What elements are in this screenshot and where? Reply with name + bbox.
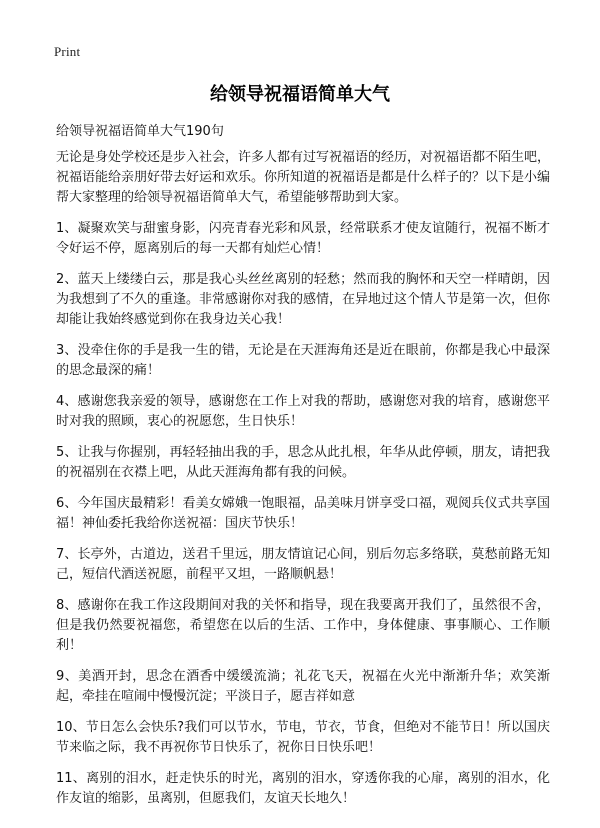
blessing-item: 7、长亭外，古道边，送君千里远，朋友情谊记心间，别后勿忘多络联，莫愁前路无知己，短信代酒送祝愿，前程平又坦，一路顺帆悬！	[56, 547, 550, 582]
blessing-item: 2、蓝天上缕缕白云，那是我心头丝丝离别的轻愁；然而我的胸怀和天空一样晴朗，因为我想到了不久的重逢。非常感谢你对我的感情，在异地过这个情人节是第一次，但你却能让我始终感觉到你在我身边关心我！	[56, 272, 551, 327]
blessing-item: 1、凝聚欢笑与甜蜜身影，闪亮青春光彩和风景，经常联系才使友谊随行，祝福不断才令好运不停，愿离别后的每一天都有灿烂心情！	[56, 221, 550, 256]
blessing-item: 8、感谢你在我工作这段期间对我的关怀和指导，现在我要离开我们了，虽然很不舍，但是我仍然要祝福您，希望您在以后的生活、工作中，身体健康、事事顺心、工作顺利！	[56, 598, 550, 653]
intro-paragraph: 无论是身处学校还是步入社会，许多人都有过写祝福语的经历，对祝福语都不陌生吧，祝福语能给亲朋好带去好运和欢乐。你所知道的祝福语是都是什么样子的？以下是小编帮大家整理的给领导祝福语简单大气，希望能够帮助到大家。	[56, 150, 551, 205]
blessing-item: 9、美酒开封，思念在酒香中缓缓流淌；礼花飞天，祝福在火光中渐渐升华；欢笑渐起，牵挂在喧闹中慢慢沉淀；平淡日子，愿吉祥如意	[56, 669, 550, 704]
blessing-item: 5、让我与你握别，再轻轻抽出我的手，思念从此扎根，年华从此停顿，朋友，请把我的祝福别在衣襟上吧，从此天涯海角都有我的问候。	[56, 445, 550, 480]
blessing-item: 11、离别的泪水，赶走快乐的时光，离别的泪水，穿透你我的心扉，离别的泪水，化作友谊的缩影，虽离别，但愿我们，友谊天长地久！	[56, 771, 550, 806]
page-title: 给领导祝福语简单大气	[210, 84, 390, 105]
blessing-item: 6、今年国庆最精彩！看美女嫦娥一饱眼福，品美味月饼享受口福，观阅兵仪式共享国福！神仙委托我给你送祝福：国庆节快乐！	[56, 496, 550, 531]
print-link[interactable]: Print	[54, 44, 81, 59]
page-subtitle: 给领导祝福语简单大气190句	[56, 124, 224, 139]
blessing-item: 3、没牵住你的手是我一生的错，无论是在天涯海角还是近在眼前，你都是我心中最深的思念最深的痛！	[56, 343, 550, 378]
blessing-item: 10、节日怎么会快乐?我们可以节水，节电，节衣，节食，但绝对不能节日！所以国庆节来临之际，我不再祝你节日快乐了，祝你日日快乐吧！	[56, 720, 550, 755]
article-body	[56, 148, 550, 820]
blessing-item: 4、感谢您我亲爱的领导，感谢您在工作上对我的帮助，感谢您对我的培育，感谢您平时对我的照顾，衷心的祝愿您，生日快乐！	[56, 394, 550, 429]
